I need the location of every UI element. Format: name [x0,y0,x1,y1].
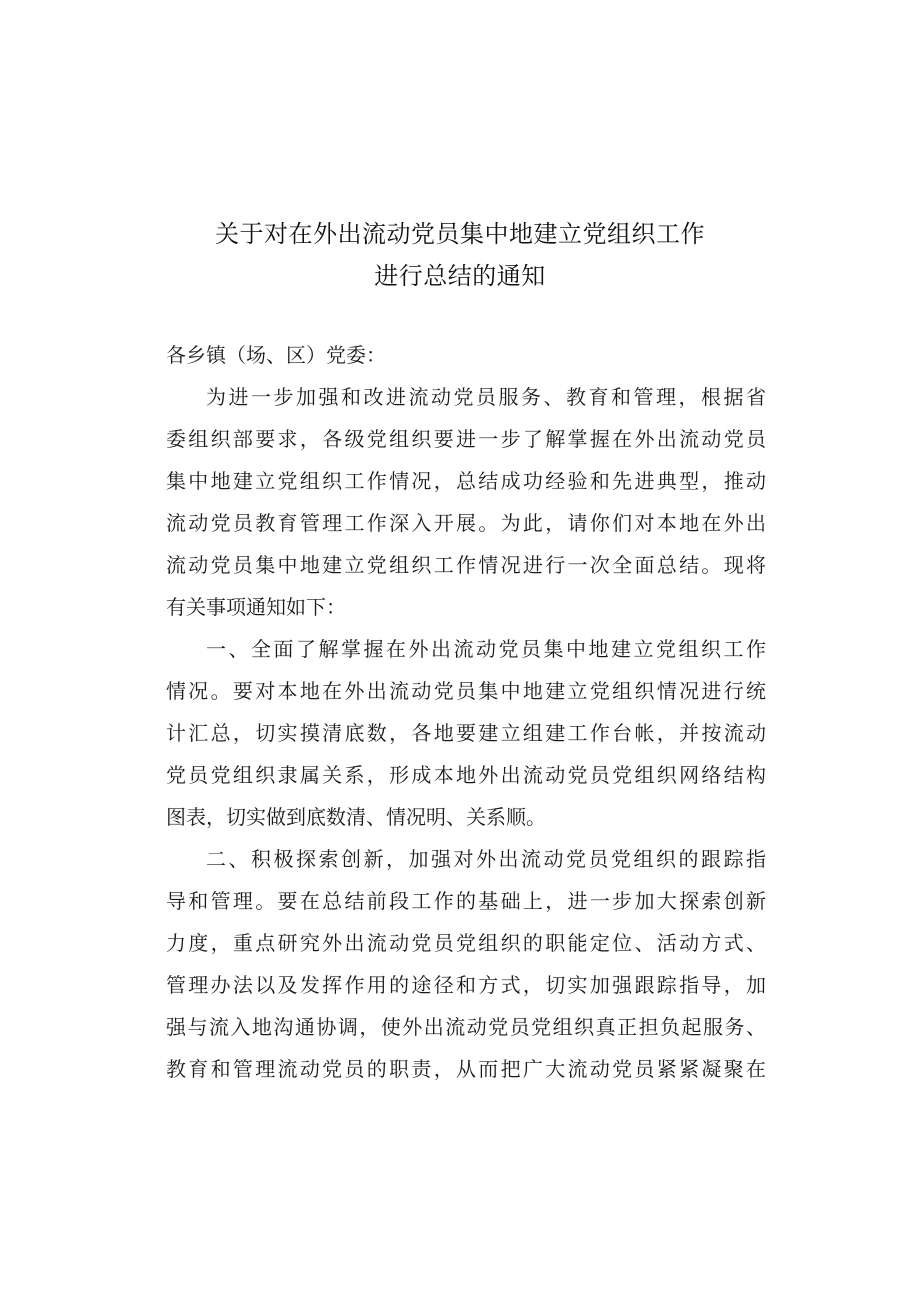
paragraph-line: 力度，重点研究外出流动党员党组织的职能定位、活动方式、 [166,931,766,955]
document-title-line-2: 进行总结的通知 [374,262,546,290]
paragraph-line: 强与流入地沟通协调，使外出流动党员党组织真正担负起服务、 [166,1015,766,1039]
paragraph-line: 集中地建立党组织工作情况，总结成功经验和先进典型，推动 [166,469,766,493]
paragraph-line: 有关事项通知如下： [166,595,346,619]
paragraph-line: 党员党组织隶属关系，形成本地外出流动党员党组织网络结构 [166,763,766,787]
document-title-line-1: 关于对在外出流动党员集中地建立党组织工作 [215,220,705,248]
paragraph-line: 导和管理。要在总结前段工作的基础上，进一步加大探索创新 [166,889,766,913]
paragraph-line: 二、积极探索创新，加强对外出流动党员党组织的跟踪指 [206,847,766,871]
paragraph-line: 为进一步加强和改进流动党员服务、教育和管理，根据省 [206,385,766,409]
paragraph-line: 教育和管理流动党员的职责，从而把广大流动党员紧紧凝聚在 [166,1057,766,1081]
paragraph-line: 管理办法以及发挥作用的途径和方式，切实加强跟踪指导，加 [166,973,766,997]
paragraph-line: 计汇总，切实摸清底数，各地要建立组建工作台帐，并按流动 [166,721,766,745]
paragraph-line: 情况。要对本地在外出流动党员集中地建立党组织情况进行统 [166,679,766,703]
paragraph-line: 图表，切实做到底数清、情况明、关系顺。 [166,805,546,829]
salutation: 各乡镇（场、区）党委： [166,343,386,367]
paragraph-line: 流动党员教育管理工作深入开展。为此，请你们对本地在外出 [166,511,766,535]
paragraph-line: 一、全面了解掌握在外出流动党员集中地建立党组织工作 [206,637,766,661]
paragraph-line: 委组织部要求，各级党组织要进一步了解掌握在外出流动党员 [166,427,766,451]
paragraph-line: 流动党员集中地建立党组织工作情况进行一次全面总结。现将 [166,553,766,577]
